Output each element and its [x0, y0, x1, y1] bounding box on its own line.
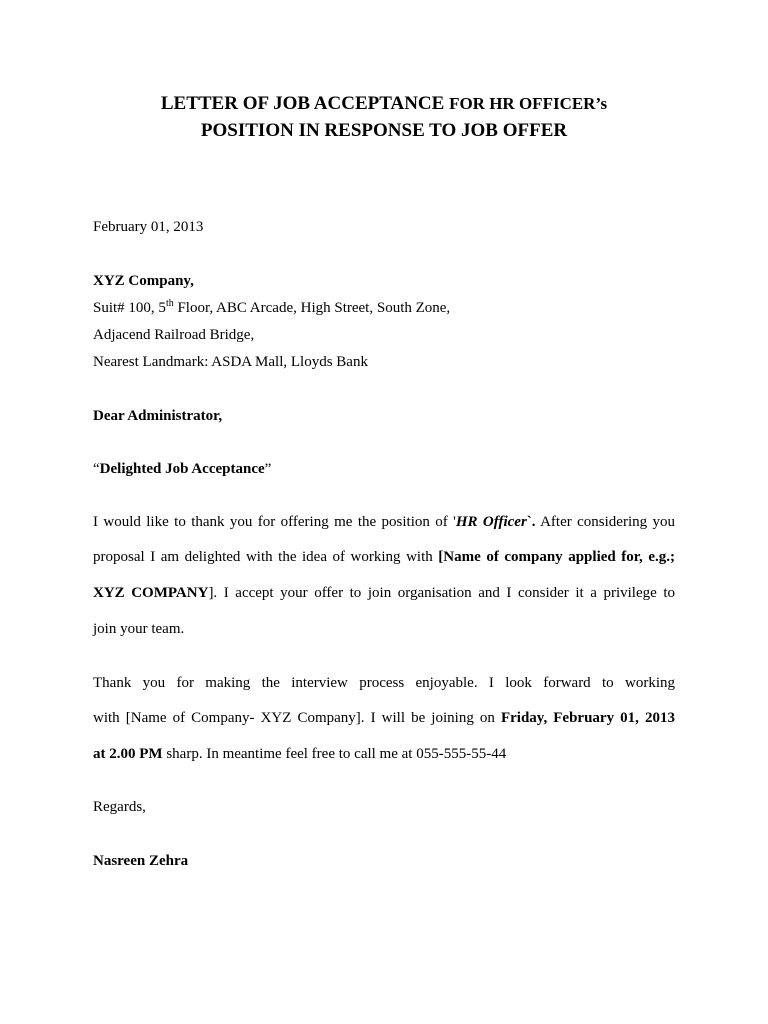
subject-text: Delighted Job Acceptance [99, 461, 265, 477]
body-text: I would like to thank you for offering me the position of ' [93, 514, 456, 530]
title-text: LETTER OF JOB ACCEPTANCE [160, 93, 450, 114]
salutation [93, 408, 222, 425]
signature-name: Nasreen Zehra [93, 853, 189, 869]
address-line-1 [93, 300, 450, 317]
superscript: th [165, 298, 174, 309]
paragraph-1-line-2 [93, 549, 675, 566]
title-text: ’s [595, 94, 608, 113]
signature [93, 853, 188, 870]
letter-title-line-1 [0, 93, 768, 115]
paragraph-1-line-4: join your team. [93, 621, 185, 637]
body-text: with [Name of Company- XYZ Company]. I will be joining on [93, 710, 501, 726]
salutation-text: Dear Administrator, [93, 408, 223, 424]
body-text: proposal I am delighted with the idea of working with [93, 549, 439, 565]
quote-mark: ” [264, 461, 272, 477]
paragraph-2-line-2 [93, 710, 675, 727]
address-text: Suit# 100, 5 [93, 300, 166, 316]
body-text-bold: Friday, February 01, 2013 [500, 710, 675, 726]
closing: Regards, [93, 799, 146, 815]
body-text: sharp. In meantime feel free to call me at 055-555-55-44 [162, 746, 507, 762]
body-text: `. [526, 514, 536, 530]
address-text: Floor, ABC Arcade, High Street, South Zone, [173, 300, 451, 316]
paragraph-1-line-3 [93, 585, 675, 602]
quote-mark: “ [93, 461, 100, 477]
body-text-bold: [Name of company applied for, e.g.; [438, 549, 675, 565]
title-text: FOR HR OFFICER [449, 94, 596, 113]
subject-line [93, 461, 271, 478]
letter-title-line-2: POSITION IN RESPONSE TO JOB OFFER [200, 120, 568, 141]
recipient-company [93, 273, 194, 290]
address-line-2: Adjacend Railroad Bridge, [93, 327, 255, 343]
body-text: ]. I accept your offer to join organisation and I consider it a privilege to [208, 585, 675, 601]
body-text-bold: at 2.00 PM [93, 746, 163, 762]
paragraph-2-line-3 [93, 746, 506, 763]
address-line-3: Nearest Landmark: ASDA Mall, Lloyds Bank [93, 354, 368, 370]
paragraph-2-line-1: Thank you for making the interview process enjoyable. I look forward to working [93, 675, 675, 691]
position-name: HR Officer [455, 514, 527, 530]
company-name: XYZ Company, [93, 273, 194, 289]
body-text: After considering you [535, 514, 675, 530]
letter-date: February 01, 2013 [93, 219, 204, 235]
body-text-bold: XYZ COMPANY [93, 585, 209, 601]
paragraph-1-line-1 [93, 514, 675, 531]
